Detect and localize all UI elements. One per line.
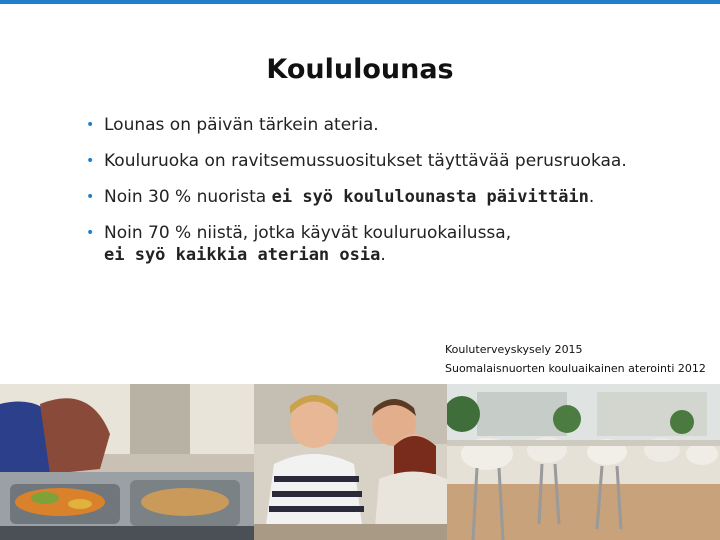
bullet-text: Kouluruoka on ravitsemussuositukset täyttävää perusruokaa.: [104, 151, 627, 171]
bullet-list: [86, 114, 686, 280]
buffet-photo: [0, 384, 254, 540]
students-eating-photo: [254, 384, 447, 540]
photo-strip: [0, 384, 720, 540]
bullet-emphasis: ei syö kaikkia aterian osia: [104, 245, 381, 265]
bullet-icon: •: [86, 117, 95, 133]
bullet-icon: •: [86, 225, 95, 241]
bullet-text: Lounas on päivän tärkein ateria.: [104, 115, 379, 135]
bullet-item: [86, 114, 686, 136]
bullet-item: [86, 186, 686, 208]
bullet-icon: •: [86, 189, 95, 205]
bullet-text: Noin 30 % nuorista: [104, 187, 272, 207]
source-citations: [445, 343, 706, 381]
bullet-item: [86, 222, 686, 266]
bullet-suffix: .: [380, 245, 386, 265]
bullet-emphasis: ei syö koululounasta päivittäin: [271, 187, 589, 207]
source-line: Suomalaisnuorten kouluaikainen aterointi 2012: [445, 362, 706, 375]
top-accent-bar: [0, 0, 720, 4]
source-line: Kouluterveyskysely 2015: [445, 343, 583, 356]
cafeteria-photo: [447, 384, 720, 540]
bullet-icon: •: [86, 153, 95, 169]
bullet-item: [86, 150, 686, 172]
bullet-text: Noin 70 % niistä, jotka käyvät kouluruokailussa,: [104, 223, 512, 243]
bullet-suffix: .: [588, 187, 595, 207]
slide-title: Koululounas: [266, 54, 454, 85]
